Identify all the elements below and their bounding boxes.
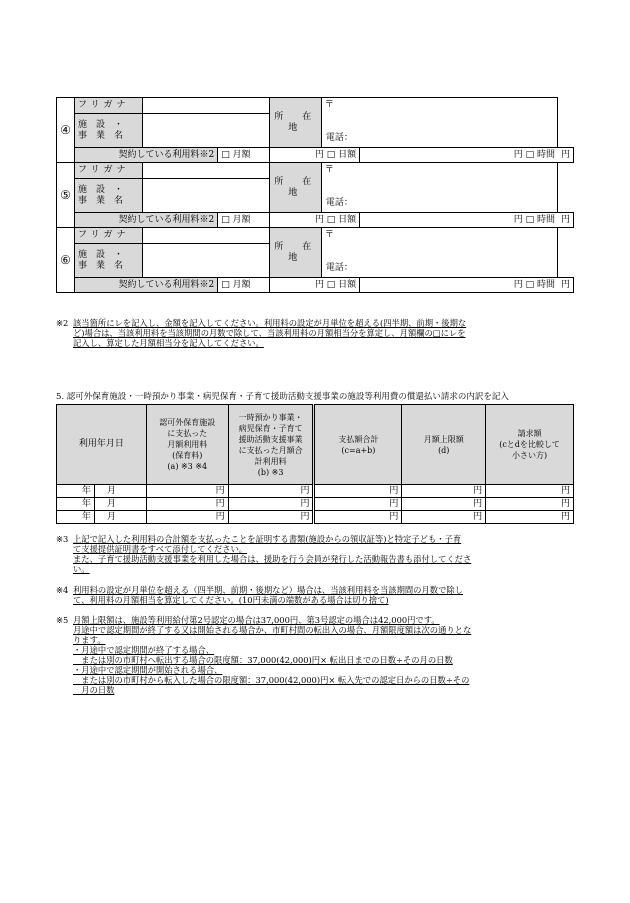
phone-label: 電話： xyxy=(325,198,353,208)
furigana-label: フリガナ xyxy=(74,228,142,244)
facility-name-field[interactable] xyxy=(142,114,269,148)
address-label: 所 在 地 xyxy=(269,163,321,213)
note-2: ※2 該当箇所にレを記入し、金額を記入してください。利用料の設定が月単位を超える(四半期、前期・後期な ど)場合は、当該利用料を当該期間の月数で除して、当該利用料の月額相当分を算定し、月額欄の□にレを 記入し、算定した月額相当分を記入してください。 xyxy=(56,318,467,348)
fee-hourly-checkbox[interactable]: 円 □ 時間 xyxy=(455,213,558,228)
claim-amount-cell[interactable]: 円 xyxy=(486,485,574,498)
furigana-field[interactable] xyxy=(142,98,269,114)
facility-name-label: 施 設 ・ 事 業 名 xyxy=(74,179,142,213)
year-cell[interactable]: 年 xyxy=(57,498,95,511)
claim-amount-cell[interactable]: 円 xyxy=(486,498,574,511)
furigana-label: フリガナ xyxy=(74,163,142,179)
claim-row xyxy=(57,498,574,511)
header-claim: 請求額 (cとdを比較して 小さい方) xyxy=(486,405,574,485)
facility-table xyxy=(56,97,574,293)
furigana-label: フリガナ xyxy=(74,98,142,114)
fee-monthly-checkbox[interactable]: □ 月額 xyxy=(218,278,269,293)
amount-a-cell[interactable]: 円 xyxy=(146,485,228,498)
facility-name-field[interactable] xyxy=(142,179,269,213)
address-field[interactable] xyxy=(321,163,558,213)
fee-daily-checkbox[interactable]: 円 □ 日額 xyxy=(269,148,360,163)
claim-row xyxy=(57,485,574,498)
total-c-cell[interactable]: 円 xyxy=(314,498,402,511)
header-total: 支払額合計 (c=a+b) xyxy=(314,405,402,485)
section-5-title: 5. 認可外保育施設・一時預かり事業・病児保育・子育て援助活動支援事業の施設等利用費の償還払い請求の内訳を記入 xyxy=(56,392,509,402)
header-date: 利用年月日 xyxy=(57,405,147,485)
header-col-b: 一時預かり事業・ 病児保育・子育て 援助活動支援事業 に支払った月額合 計利用料 (b) ※3 xyxy=(228,405,314,485)
limit-d-cell[interactable]: 円 xyxy=(402,511,486,524)
note-3: ※3 上記で記入した利用料の合計額を支払ったことを証明する書類(施設からの領収証等)と特定子ども・子育 て支援提供証明書をすべて添付してください。 また、子育て援助活動支援事業を利用した場合は、援助を行う会員が発行した活動報告書も添付してくださ い。 xyxy=(56,534,472,574)
fee-daily-checkbox[interactable]: 円 □ 日額 xyxy=(269,278,360,293)
phone-label: 電話： xyxy=(325,263,353,273)
month-cell[interactable]: 月 xyxy=(94,485,146,498)
fee-monthly-checkbox[interactable]: □ 月額 xyxy=(218,213,269,228)
total-c-cell[interactable]: 円 xyxy=(314,511,402,524)
month-cell[interactable]: 月 xyxy=(94,498,146,511)
postal-mark: 〒 xyxy=(324,100,334,110)
fee-daily-checkbox[interactable]: 円 □ 日額 xyxy=(269,213,360,228)
claim-table xyxy=(56,404,574,524)
limit-d-cell[interactable]: 円 xyxy=(402,498,486,511)
furigana-field[interactable] xyxy=(142,228,269,244)
fee-hourly-checkbox[interactable]: 円 □ 時間 xyxy=(455,278,558,293)
facility-number: ⑤ xyxy=(57,163,75,228)
address-field[interactable] xyxy=(321,228,558,278)
furigana-field[interactable] xyxy=(142,163,269,179)
facility-name-label: 施 設 ・ 事 業 名 xyxy=(74,244,142,278)
fee-label: 契約している利用料※2 xyxy=(74,148,217,163)
year-cell[interactable]: 年 xyxy=(57,511,95,524)
fee-hourly-checkbox[interactable]: 円 □ 時間 xyxy=(455,148,558,163)
note-4: ※4 利用料の設定が月単位を超える（四半期、前期・後期など）場合は、当該利用料を当該期間の月数で除し て、利用料の月額相当を算定してください。(10円未満の端数がある場合は切り捨て) xyxy=(56,585,463,605)
amount-b-cell[interactable]: 円 xyxy=(228,498,314,511)
facility-number: ④ xyxy=(57,98,75,163)
year-cell[interactable]: 年 xyxy=(57,485,95,498)
address-field[interactable] xyxy=(321,98,558,148)
address-label: 所 在 地 xyxy=(269,98,321,148)
amount-a-cell[interactable]: 円 xyxy=(146,498,228,511)
fee-yen: 円 xyxy=(558,213,574,228)
fee-label: 契約している利用料※2 xyxy=(74,213,217,228)
facility-name-field[interactable] xyxy=(142,244,269,278)
header-col-a: 認可外保育施設 に支払った 月額利用料 (保育料) (a) ※3 ※4 xyxy=(146,405,228,485)
header-limit: 月額上限額 (d) xyxy=(402,405,486,485)
fee-yen: 円 xyxy=(558,148,574,163)
limit-d-cell[interactable]: 円 xyxy=(402,485,486,498)
fee-label: 契約している利用料※2 xyxy=(74,278,217,293)
facility-name-label: 施 設 ・ 事 業 名 xyxy=(74,114,142,148)
claim-row xyxy=(57,511,574,524)
postal-mark: 〒 xyxy=(324,230,334,240)
claim-amount-cell[interactable]: 円 xyxy=(486,511,574,524)
total-c-cell[interactable]: 円 xyxy=(314,485,402,498)
note-5: ※5 月額上限額は、施設等利用給付第2号認定の場合は37,000円、第3号認定の場合は42,000円です。 月途中で認定期間が終了する又は開始される場合か、市町村間の転出入の場合、月額限度額は次の通りとな ります。 ・月途中で認定期間が終了する場合、 または別の市町村へ転出する場合の限度額：37,000(42,000)円× 転出日までの日数÷その月の日数 ・月途中で認定期間が開始される場合、 または別の市町村から転入した場合の限度額：37,000(42,000)円× 転入先での認定日からの日数÷その 月の日数 xyxy=(56,615,472,695)
amount-a-cell[interactable]: 円 xyxy=(146,511,228,524)
fee-yen: 円 xyxy=(558,278,574,293)
month-cell[interactable]: 月 xyxy=(94,511,146,524)
fee-monthly-checkbox[interactable]: □ 月額 xyxy=(218,148,269,163)
postal-mark: 〒 xyxy=(324,165,334,175)
amount-b-cell[interactable]: 円 xyxy=(228,485,314,498)
phone-label: 電話： xyxy=(325,133,353,143)
facility-number: ⑥ xyxy=(57,228,75,293)
amount-b-cell[interactable]: 円 xyxy=(228,511,314,524)
address-label: 所 在 地 xyxy=(269,228,321,278)
